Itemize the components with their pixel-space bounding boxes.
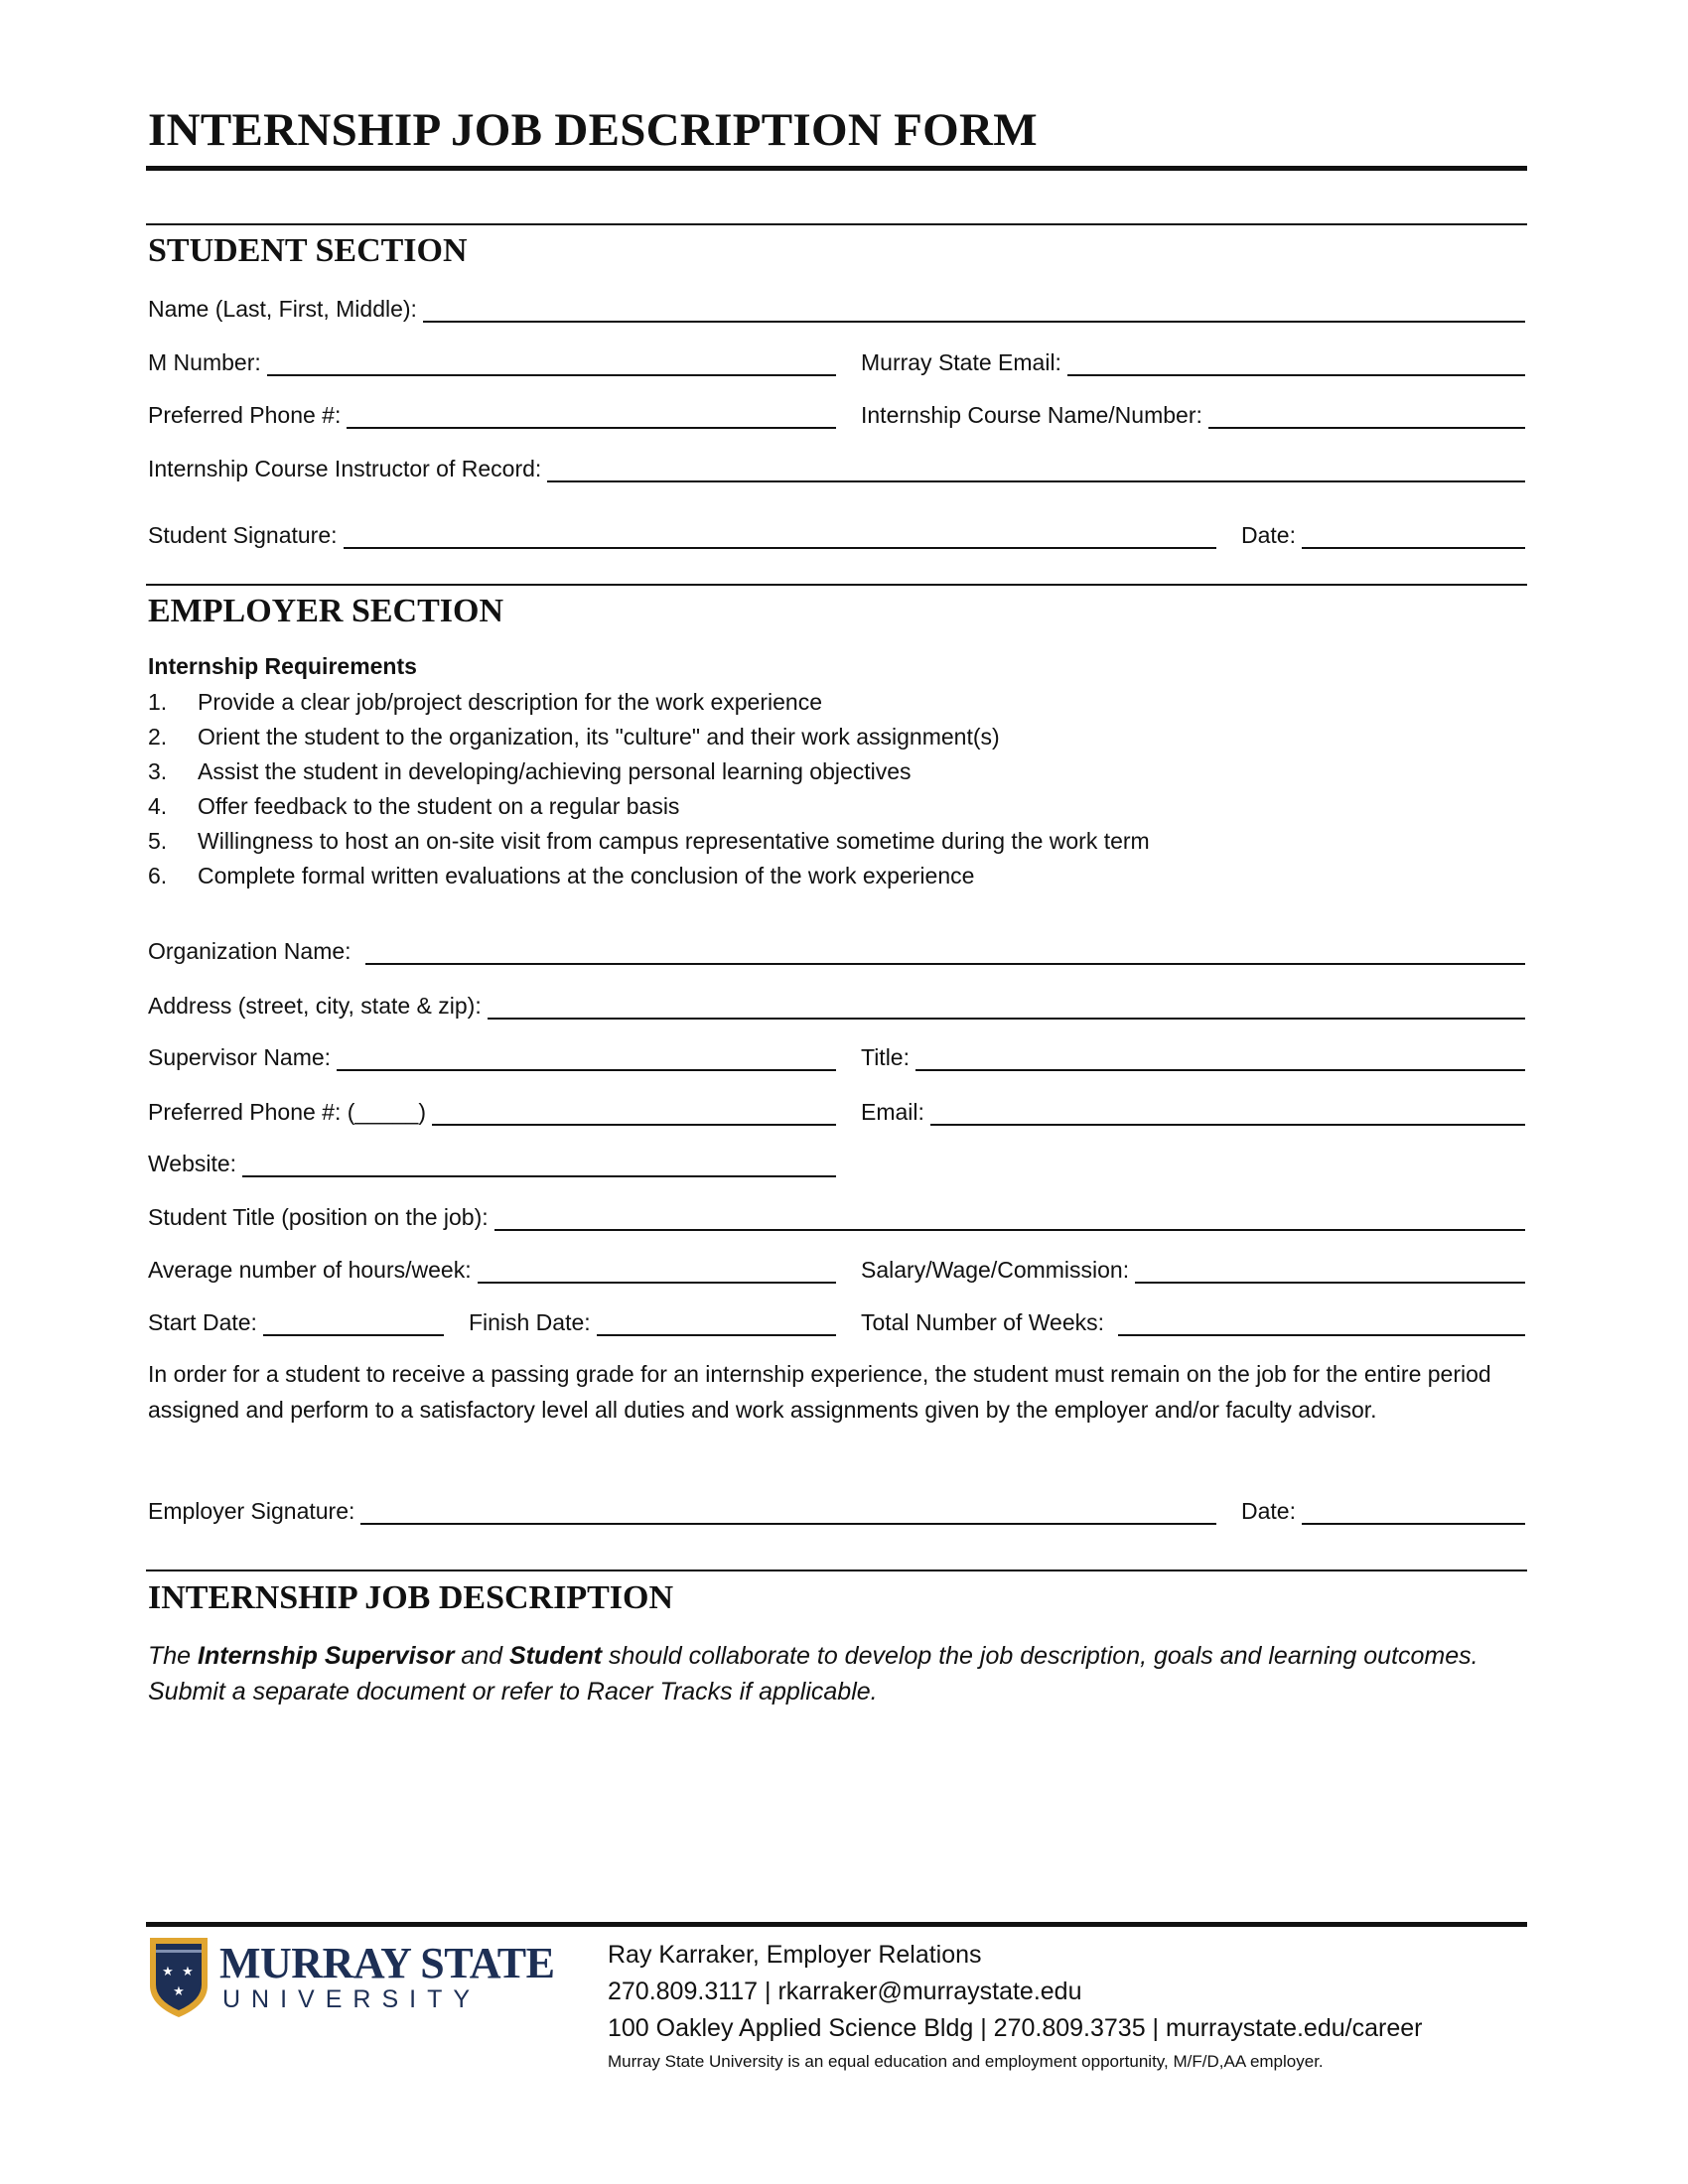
hours-field[interactable] (478, 1258, 836, 1284)
student-title-label: Student Title (position on the job): (148, 1204, 489, 1230)
org-label: Organization Name: (148, 938, 352, 964)
student-signature-field[interactable] (344, 523, 1216, 549)
employer-email-label: Email: (861, 1099, 924, 1125)
instructor-row (148, 451, 1525, 482)
org-row (148, 933, 1525, 965)
course-field[interactable] (1208, 403, 1525, 429)
salary-label: Salary/Wage/Commission: (861, 1257, 1130, 1283)
phone-row (148, 397, 1525, 429)
student-section-heading: STUDENT SECTION (148, 232, 468, 269)
website-field[interactable] (242, 1152, 836, 1177)
svg-text:★: ★ (162, 1964, 174, 1979)
list-item (148, 863, 974, 889)
salary-field[interactable] (1135, 1258, 1525, 1284)
student-date-label: Date: (1241, 522, 1296, 548)
list-text: Complete formal written evaluations at the conclusion of the work experience (198, 863, 975, 888)
list-text: Willingness to host an on-site visit from campus representative sometime during the work term (198, 828, 1150, 854)
hours-label: Average number of hours/week: (148, 1257, 472, 1283)
website-label: Website: (148, 1151, 237, 1176)
m-number-label: M Number: (148, 349, 261, 375)
list-item (148, 758, 912, 785)
list-item (148, 689, 822, 716)
job-description-instructions: The Internship Supervisor and Student should collaborate to develop the job description, goals and learning outcomes. Submit a separate document or refer to Racer Tracks if applicable. (148, 1642, 1478, 1706)
address-field[interactable] (488, 994, 1525, 1020)
address-row (148, 988, 1525, 1020)
hours-row (148, 1252, 1525, 1284)
employer-phone-field[interactable] (432, 1100, 836, 1126)
title-field[interactable] (915, 1045, 1525, 1071)
list-number: 2. (148, 724, 168, 750)
list-number: 3. (148, 758, 168, 784)
student-title-field[interactable] (494, 1205, 1525, 1231)
student-date-field[interactable] (1302, 523, 1525, 549)
start-date-label: Start Date: (148, 1309, 257, 1335)
list-item (148, 724, 1000, 751)
employer-phone-label: Preferred Phone #: (_____) (148, 1099, 427, 1125)
list-text: Orient the student to the organization, its "culture" and their work assignment(s) (198, 724, 1000, 750)
list-number: 5. (148, 828, 168, 854)
address-label: Address (street, city, state & zip): (148, 993, 482, 1019)
student-title-row (148, 1199, 1525, 1231)
eeo-statement: Murray State University is an equal education and employment opportunity, M/F/D,AA employer. (608, 2052, 1324, 2071)
list-item (148, 793, 679, 820)
list-number: 1. (148, 689, 168, 715)
supervisor-field[interactable] (337, 1045, 836, 1071)
employer-date-field[interactable] (1302, 1499, 1525, 1525)
divider (146, 584, 1527, 586)
employer-phone-row (148, 1094, 1525, 1126)
org-field[interactable] (365, 939, 1525, 965)
m-number-row (148, 344, 1525, 376)
finish-date-field[interactable] (597, 1310, 836, 1336)
requirements-heading: Internship Requirements (148, 653, 417, 679)
course-label: Internship Course Name/Number: (861, 402, 1202, 428)
employer-email-field[interactable] (930, 1100, 1525, 1126)
title-label: Title: (861, 1044, 910, 1070)
list-text: Provide a clear job/project description for the work experience (198, 689, 822, 715)
weeks-field[interactable] (1118, 1310, 1525, 1336)
list-number: 6. (148, 863, 168, 888)
divider (146, 223, 1527, 225)
contact-address: 100 Oakley Applied Science Bldg | 270.809.3735 | murraystate.edu/career (608, 2014, 1423, 2042)
instructor-field[interactable] (547, 457, 1525, 482)
employer-signature-row (148, 1493, 1525, 1525)
list-item (148, 828, 1150, 855)
email-field[interactable] (1067, 350, 1525, 376)
employer-signature-field[interactable] (360, 1499, 1216, 1525)
svg-text:★: ★ (173, 1983, 185, 1998)
list-text: Assist the student in developing/achieving personal learning objectives (198, 758, 912, 784)
dates-row (148, 1304, 1525, 1336)
weeks-label: Total Number of Weeks: (861, 1309, 1105, 1335)
contact-phone-email: 270.809.3117 | rkarraker@murraystate.edu (608, 1978, 1082, 2005)
svg-text:★: ★ (182, 1964, 194, 1979)
logo-subtitle: UNIVERSITY (222, 1985, 482, 2013)
phone-field[interactable] (347, 403, 836, 429)
employer-date-label: Date: (1241, 1498, 1296, 1524)
website-row (148, 1146, 1525, 1177)
employer-signature-label: Employer Signature: (148, 1498, 355, 1524)
student-signature-label: Student Signature: (148, 522, 338, 548)
page-title: INTERNSHIP JOB DESCRIPTION FORM (148, 104, 1038, 156)
name-field[interactable] (423, 297, 1525, 323)
notice-paragraph: In order for a student to receive a passing grade for an internship experience, the student must remain on the job for the entire period assigned and perform to a satisfactory level all duties and work assignments given by the employer and/or faculty advisor. (148, 1361, 1491, 1423)
footer-rule (146, 1922, 1527, 1927)
logo-wordmark: MURRAY STATE (219, 1939, 555, 1987)
email-label: Murray State Email: (861, 349, 1061, 375)
start-date-field[interactable] (263, 1310, 444, 1336)
divider (146, 1570, 1527, 1571)
university-logo (148, 1936, 585, 2019)
job-description-heading: INTERNSHIP JOB DESCRIPTION (148, 1579, 674, 1616)
name-row (148, 291, 1525, 323)
finish-date-label: Finish Date: (468, 1309, 591, 1335)
list-number: 4. (148, 793, 168, 819)
student-signature-row (148, 517, 1525, 549)
m-number-field[interactable] (267, 350, 836, 376)
contact-name: Ray Karraker, Employer Relations (608, 1941, 982, 1969)
instructor-label: Internship Course Instructor of Record: (148, 456, 542, 481)
title-rule (146, 166, 1527, 171)
supervisor-label: Supervisor Name: (148, 1044, 332, 1070)
phone-label: Preferred Phone #: (148, 402, 342, 428)
list-text: Offer feedback to the student on a regular basis (198, 793, 680, 819)
supervisor-row (148, 1039, 1525, 1071)
employer-section-heading: EMPLOYER SECTION (148, 593, 503, 629)
name-label: Name (Last, First, Middle): (148, 296, 417, 322)
shield-icon (148, 1936, 210, 2019)
